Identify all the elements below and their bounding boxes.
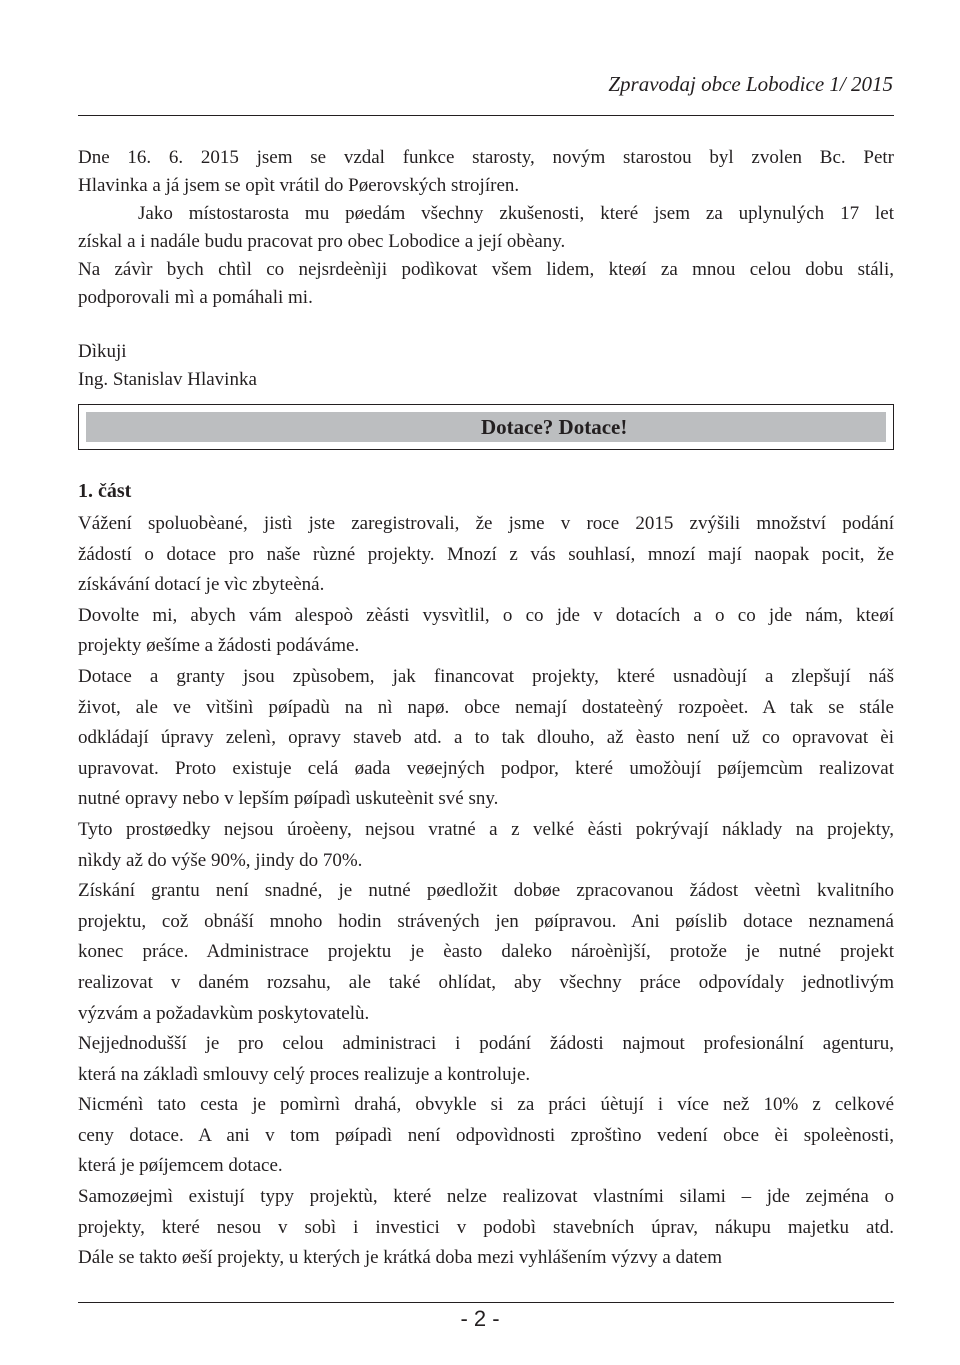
text-line: Vážení spoluobèané, jistì jste zaregistrovali, že jsme v roce 2015 zvýšili množství podání bbox=[78, 513, 894, 534]
text-line: Dotace a granty jsou zpùsobem, jak financovat projekty, které usnadòují a zlepšují náš bbox=[78, 665, 894, 687]
text-line: ceny dotace. A ani v tom pøípadì není odpovìdnosti zproštìno vedení obce èi spoleènosti, bbox=[78, 1124, 894, 1146]
intro-paragraph bbox=[78, 144, 894, 312]
text-line: konec práce. Administrace projektu je èasto daleko nároènìjší, protože je nutné projekt bbox=[78, 941, 894, 963]
text-line: Na závìr bych chtìl co nejsrdeènìji podìkovat všem lidem, kteøí za mnou celou dobu stáli, bbox=[78, 259, 894, 280]
section-heading: 1. část bbox=[78, 480, 132, 502]
text-line: realizovat v daném rozsahu, ale také ohlídat, aby všechny práce odpovídaly jednotlivým bbox=[78, 971, 894, 993]
text-line: Dovolte mi, abych vám alespoò zèásti vysvìtlil, o co jde v dotacích a o co jde nám, kteøí bbox=[78, 604, 894, 626]
header-rule bbox=[78, 115, 894, 116]
text-line: projekty, které nesou v sobì i investici v podobì stavebních úprav, nákupu majetku atd. bbox=[78, 1216, 894, 1238]
signature bbox=[78, 338, 894, 394]
newsletter-title: Zpravodaj obce Lobodice 1/ 2015 bbox=[608, 72, 893, 96]
text-line: Tyto prostøedky nejsou úroèeny, nejsou vratné a z velké èásti pokrývají náklady na projekty, bbox=[78, 818, 894, 840]
page-number: - 2 - bbox=[460, 1306, 500, 1331]
text-line: Nejjednodušší je pro celou administraci i podání žádosti najmout profesionální agenturu, bbox=[78, 1033, 894, 1055]
text-line: Nicménì tato cesta je pomìrnì drahá, obvykle si za práci úètují i více než 10% z celkové bbox=[78, 1094, 894, 1116]
text-line: nìkdy až do výše 90%, jindy do 70%. bbox=[78, 849, 363, 871]
text-line: upravovat. Proto existuje celá øada veøejných podpor, které umožòují pøíjemcùm realizovat bbox=[78, 757, 894, 779]
banner-fill bbox=[86, 412, 886, 442]
text-line: Samozøejmì existují typy projektù, které nelze realizovat vlastními silami – jde zejména o bbox=[78, 1186, 894, 1208]
text-line: podporovali mì a pomáhali mi. bbox=[78, 287, 313, 308]
text-line: která na základì smlouvy celý proces realizuje a kontroluje. bbox=[78, 1063, 531, 1085]
text-line: projektu, což obnáší mnoho hodin strávených jen pøípravou. Ani pøíslib dotace neznamená bbox=[78, 910, 894, 932]
text-line: Získání grantu není snadné, je nutné pøedložit dobøe zpracovanou žádost vèetnì kvalitního bbox=[78, 880, 894, 902]
banner-title: Dotace? Dotace! bbox=[481, 415, 628, 439]
text-line: nutné opravy nebo v lepším pøípadì uskuteènit své sny. bbox=[78, 788, 499, 810]
text-line: projekty øešíme a žádosti podáváme. bbox=[78, 635, 360, 657]
text-line: získávání dotací je vìc zbyteèná. bbox=[78, 574, 325, 596]
text-line: získal a i nadále budu pracovat pro obec Lobodice a její obèany. bbox=[78, 231, 566, 252]
footer-rule bbox=[78, 1302, 894, 1303]
section-banner bbox=[78, 404, 894, 450]
signature-name: Ing. Stanislav Hlavinka bbox=[78, 369, 257, 390]
text-line: Jako místostarosta mu pøedám všechny zkušenosti, které jsem za uplynulých 17 let bbox=[138, 203, 894, 224]
text-line: žádostí o dotace pro naše rùzné projekty. Mnozí z vás souhlasí, mnozí mají naopak pocit, že bbox=[78, 543, 894, 565]
text-line: Dne 16. 6. 2015 jsem se vzdal funkce starosty, novým starostou byl zvolen Bc. Petr bbox=[78, 147, 894, 168]
article-body bbox=[78, 509, 894, 1274]
text-line: Dále se takto øeší projekty, u kterých je krátká doba mezi vyhlášením výzvy a datem bbox=[78, 1247, 723, 1269]
text-line: život, ale ve vìtšinì pøípadù na nì napø. obce nemají dostateèný rozpoèet. A tak se stále bbox=[78, 696, 894, 718]
signature-thanks: Dìkuji bbox=[78, 341, 127, 362]
text-line: která je pøíjemcem dotace. bbox=[78, 1155, 283, 1177]
text-line: výzvám a požadavkùm poskytovatelù. bbox=[78, 1002, 370, 1024]
text-line: odkládají úpravy zelenì, opravy staveb atd. a to tak dlouho, až èasto není už co opravovat èi bbox=[78, 727, 894, 749]
text-line: Hlavinka a já jsem se opìt vrátil do Pøerovských strojíren. bbox=[78, 175, 520, 196]
